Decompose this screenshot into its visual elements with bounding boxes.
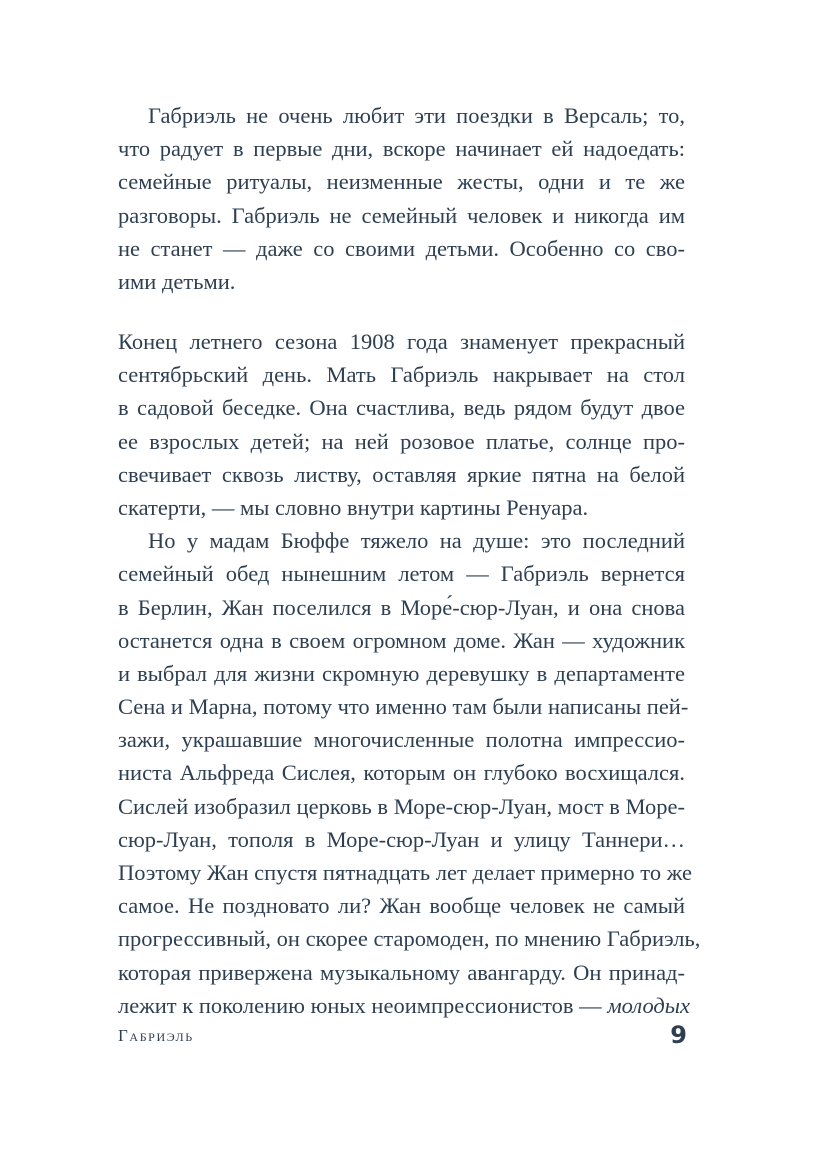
text-line: семейные ритуалы, неизменные жесты, одни и те же xyxy=(118,169,685,195)
running-title: Габриэль xyxy=(118,1026,194,1045)
text-line: зажи, украшавшие многочисленные полотна импрессио- xyxy=(118,727,685,753)
text-line: Сена и Марна, потому что именно там были написаны пей- xyxy=(118,694,689,720)
text-line: прогрессивный, он скорее старомоден, по мнению Габриэль, xyxy=(118,926,701,952)
text-line: ими детьми. xyxy=(118,268,236,294)
text-line: Но у мадам Бюффе тяжело на душе: это последний xyxy=(148,528,685,554)
text-line: семейный обед нынешним летом — Габриэль вернется xyxy=(118,561,685,587)
text-line: разговоры. Габриэль не семейный человек и никогда им xyxy=(118,202,685,228)
text-line: Сислей изобразил церковь в Море-сюр-Луан, мост в Море- xyxy=(118,793,685,819)
paragraph-2 xyxy=(118,325,685,524)
text-line: скатерти, — мы словно внутри картины Ренуара. xyxy=(118,494,589,520)
text-line: ее взрослых детей; на ней розовое платье, солнце про- xyxy=(118,428,685,454)
text-line: сюр-Луан, тополя в Море-сюр-Луан и улицу Таннери… xyxy=(118,826,685,852)
text-line-final-body: лежит к поколению юных неоимпрессионистов — xyxy=(118,992,602,1018)
text-line: Конец летнего сезона 1908 года знаменует прекрасный xyxy=(118,329,685,354)
text-line: самое. Не поздновато ли? Жан вообще человек не самый xyxy=(118,893,685,919)
paragraph-group-2 xyxy=(118,325,701,1022)
paragraph-3 xyxy=(118,524,701,1022)
paragraph-1 xyxy=(118,99,685,298)
text-line: Поэтому Жан спустя пятнадцать лет делает примерно то же xyxy=(118,860,692,885)
page-number: 9 xyxy=(670,1021,687,1049)
italic-word: молодых xyxy=(607,992,691,1018)
text-line-final xyxy=(118,989,691,1022)
text-line: останется одна в своем огромном доме. Жан — художник xyxy=(118,627,685,653)
text-line: что радует в первые дни, вскоре начинает ей надоедать: xyxy=(118,136,685,162)
text-line: и выбрал для жизни скромную деревушку в департаменте xyxy=(118,660,685,686)
text-line: Габриэль не очень любит эти поездки в Версаль; то, xyxy=(148,103,685,128)
text-line: ниста Альфреда Сислея, которым он глубоко восхищался. xyxy=(118,760,685,786)
text-line: в Берлин, Жан поселился в Море́-сюр-Луан, и она снова xyxy=(118,594,685,620)
text-line: которая привержена музыкальному авангарду. Он принад- xyxy=(118,959,685,985)
text-line: сентябрьский день. Мать Габриэль накрывает на стол xyxy=(118,362,685,388)
text-line: свечивает сквозь листву, оставляя яркие пятна на белой xyxy=(118,461,685,487)
text-line: в садовой беседке. Она счастлива, ведь рядом будут двое xyxy=(118,395,685,421)
text-line: не станет — даже со своими детьми. Особенно со сво- xyxy=(118,235,685,261)
